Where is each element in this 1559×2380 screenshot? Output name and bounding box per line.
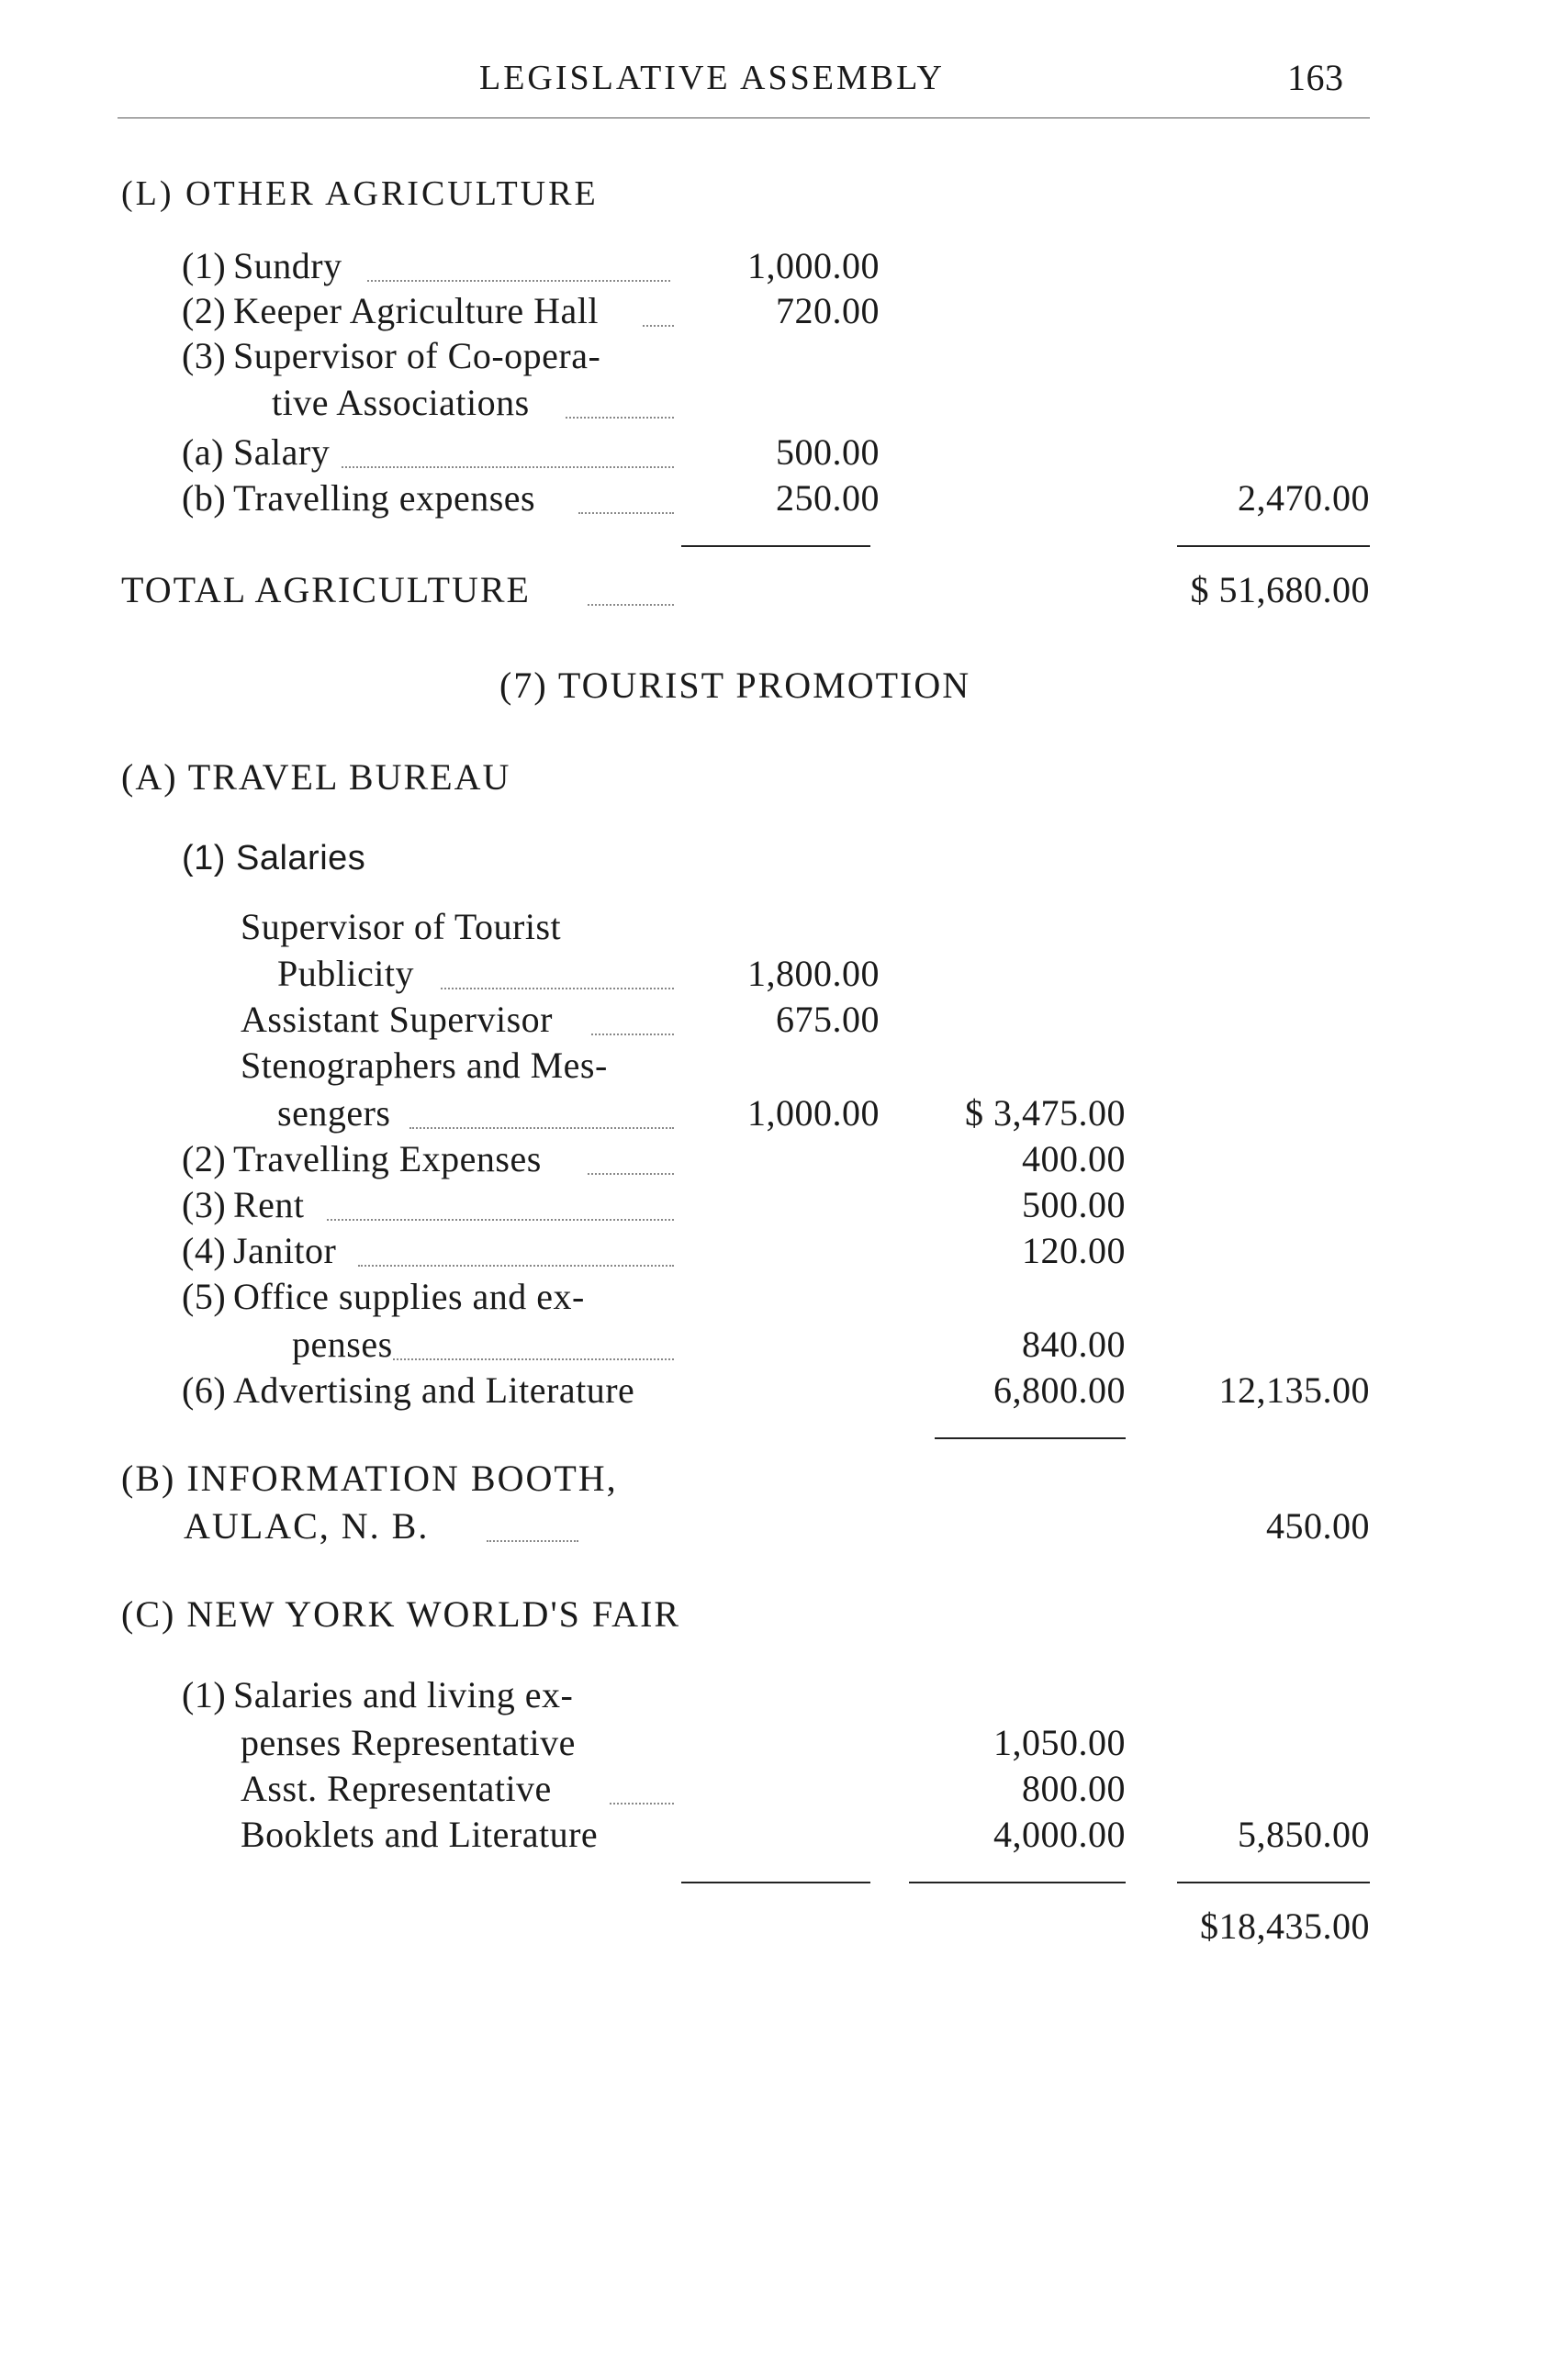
item-amount: 720.00 <box>776 290 880 331</box>
item-subtotal: 400.00 <box>1022 1138 1126 1179</box>
item-label: Rent <box>233 1184 305 1225</box>
leader-dots <box>367 280 670 282</box>
item-label: Office supplies and ex- <box>233 1276 585 1317</box>
total-agriculture-amount: $ 51,680.00 <box>1190 569 1370 610</box>
item-number: (2) <box>182 1138 227 1179</box>
item-label: Janitor <box>233 1230 337 1271</box>
salary-item-label-continued: sengers <box>277 1092 391 1134</box>
section-a-heading: (A) TRAVEL BUREAU <box>121 756 511 798</box>
grand-total: $18,435.00 <box>1200 1905 1370 1947</box>
leader-dots <box>610 1803 674 1805</box>
sum-rule <box>681 1882 870 1883</box>
item-subtotal: 840.00 <box>1022 1324 1126 1365</box>
leader-dots <box>588 604 674 606</box>
sum-rule <box>909 1882 1126 1883</box>
item-amount: 1,000.00 <box>747 245 880 286</box>
salary-item-label-continued: Publicity <box>277 953 414 994</box>
item-label: Supervisor of Co-opera- <box>233 335 601 376</box>
item-number: (6) <box>182 1369 227 1411</box>
leader-dots <box>487 1540 578 1542</box>
item-label: Travelling expenses <box>233 477 536 519</box>
item-subtotal: 1,050.00 <box>993 1722 1126 1763</box>
leader-dots <box>566 417 674 419</box>
leader-dots <box>358 1265 674 1267</box>
leader-dots <box>327 1219 674 1221</box>
item-label-continued: tive Associations <box>272 382 530 423</box>
item-label: Sundry <box>233 245 342 286</box>
header-rule <box>118 117 1370 118</box>
salary-item-label: Supervisor of Tourist <box>241 906 562 947</box>
section-l-heading: (L) OTHER AGRICULTURE <box>121 174 599 213</box>
salary-subtotal: $ 3,475.00 <box>965 1092 1126 1134</box>
leader-dots <box>441 988 674 989</box>
item-label: Salaries and living ex- <box>233 1674 574 1715</box>
item-subtotal: 500.00 <box>1022 1184 1126 1225</box>
item-number: (b) <box>182 477 227 519</box>
sum-rule <box>1177 545 1370 547</box>
item-number: (1) <box>182 1674 227 1715</box>
salary-item-label: Assistant Supervisor <box>241 999 553 1040</box>
section-b-total: 450.00 <box>1266 1505 1370 1547</box>
item-number: (a) <box>182 431 224 473</box>
section-total: 12,135.00 <box>1218 1369 1370 1411</box>
item-label: Advertising and Literature <box>233 1369 635 1411</box>
salary-item-amount: 1,800.00 <box>747 953 880 994</box>
item-label-continued: penses Representative <box>241 1722 576 1763</box>
item-label-continued: penses <box>292 1324 393 1365</box>
item-number: (3) <box>182 1184 227 1225</box>
total-agriculture-label: TOTAL AGRICULTURE <box>121 569 531 610</box>
leader-dots <box>393 1358 674 1360</box>
section-b-heading: (B) INFORMATION BOOTH, <box>121 1458 618 1499</box>
item-subtotal: 800.00 <box>1022 1768 1126 1809</box>
section-7-heading: (7) TOURIST PROMOTION <box>499 665 971 706</box>
sum-rule <box>1177 1882 1370 1883</box>
item-label: Travelling Expenses <box>233 1138 542 1179</box>
section-c-heading: (C) NEW YORK WORLD'S FAIR <box>121 1593 681 1635</box>
item-label: Asst. Representative <box>241 1768 552 1809</box>
item-subtotal: 6,800.00 <box>993 1369 1126 1411</box>
salary-item-amount: 675.00 <box>776 999 880 1040</box>
item-subtotal: 120.00 <box>1022 1230 1126 1271</box>
page-number: 163 <box>1287 57 1344 98</box>
item-number: (3) <box>182 335 227 376</box>
item-label: Booklets and Literature <box>241 1814 599 1855</box>
item-amount: 500.00 <box>776 431 880 473</box>
item-number: (4) <box>182 1230 227 1271</box>
salaries-heading: (1) Salaries <box>182 839 366 877</box>
leader-dots <box>643 325 674 327</box>
section-total: 2,470.00 <box>1238 477 1370 519</box>
item-label: Salary <box>233 431 331 473</box>
salary-item-amount: 1,000.00 <box>747 1092 880 1134</box>
leader-dots <box>591 1034 674 1035</box>
item-number: (2) <box>182 290 227 331</box>
sum-rule <box>935 1437 1126 1439</box>
leader-dots <box>578 512 674 514</box>
item-subtotal: 4,000.00 <box>993 1814 1126 1855</box>
item-amount: 250.00 <box>776 477 880 519</box>
item-label: Keeper Agriculture Hall <box>233 290 600 331</box>
item-number: (1) <box>182 245 227 286</box>
section-b-heading-continued: AULAC, N. B. <box>184 1505 430 1547</box>
leader-dots <box>588 1173 674 1175</box>
leader-dots <box>409 1127 674 1129</box>
salary-item-label: Stenographers and Mes- <box>241 1045 608 1086</box>
section-total: 5,850.00 <box>1238 1814 1370 1855</box>
leader-dots <box>342 466 674 468</box>
item-number: (5) <box>182 1276 227 1317</box>
sum-rule <box>681 545 870 547</box>
page-header-title: LEGISLATIVE ASSEMBLY <box>479 59 945 97</box>
